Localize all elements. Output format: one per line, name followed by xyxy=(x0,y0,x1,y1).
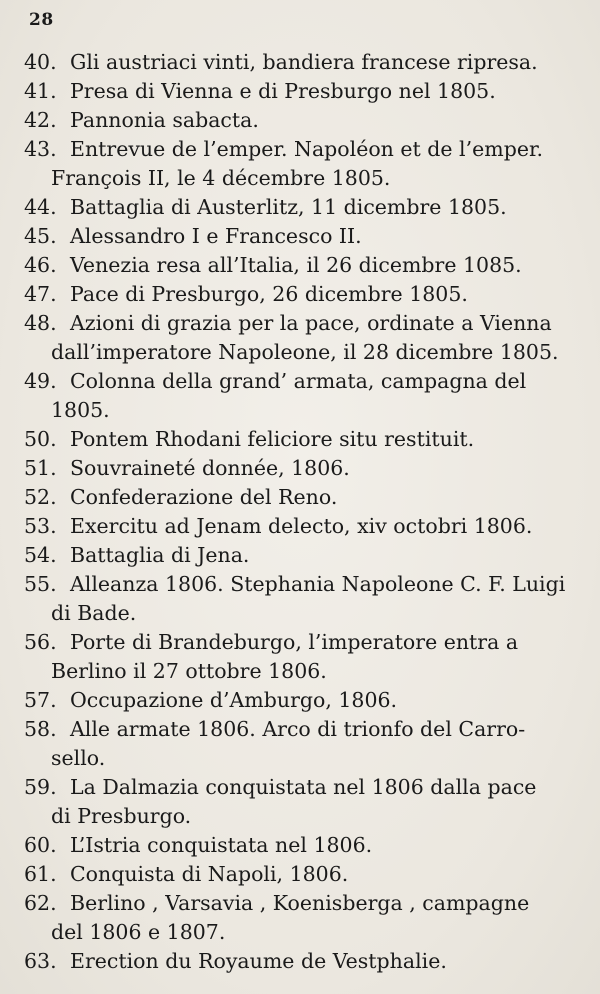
entry-text: Pontem Rhodani feliciore situ restituit. xyxy=(70,427,475,451)
entry-text: Battaglia di Jena. xyxy=(70,543,250,567)
list-item xyxy=(0,628,600,686)
entry-text: Venezia resa all’Italia, il 26 dicembre 1085. xyxy=(70,253,522,277)
entry-number: 46. xyxy=(24,253,57,277)
list-item xyxy=(0,512,600,541)
entry-first-line xyxy=(0,222,600,251)
entry-text: Battaglia di Austerlitz, 11 dicembre 1805. xyxy=(70,195,507,219)
entry-text: Presa di Vienna e di Presburgo nel 1805. xyxy=(70,79,496,103)
entry-text: Alleanza 1806. Stephania Napoleone C. F. Luigi xyxy=(70,572,566,596)
entry-text: Pannonia sabacta. xyxy=(70,108,259,132)
list-item xyxy=(0,889,600,947)
entry-number: 48. xyxy=(24,311,57,335)
list-item xyxy=(0,570,600,628)
entry-first-line xyxy=(0,280,600,309)
list-item xyxy=(0,541,600,570)
entry-number: 53. xyxy=(24,514,57,538)
entry-text: Occupazione d’Amburgo, 1806. xyxy=(70,688,398,712)
entry-first-line xyxy=(0,251,600,280)
entry-continuation-line xyxy=(0,744,600,773)
entry-number: 62. xyxy=(24,891,57,915)
entry-first-line xyxy=(0,106,600,135)
entry-text: Exercitu ad Jenam delecto, xiv octobri 1806. xyxy=(70,514,533,538)
entry-text: Berlino , Varsavia , Koenisberga , campagne xyxy=(70,891,530,915)
entry-number: 49. xyxy=(24,369,57,393)
entry-number: 54. xyxy=(24,543,57,567)
list-item xyxy=(0,135,600,193)
entry-text: 1805. xyxy=(51,398,110,422)
list-item xyxy=(0,773,600,831)
entry-text: L’Istria conquistata nel 1806. xyxy=(70,833,373,857)
list-item xyxy=(0,106,600,135)
entry-number: 63. xyxy=(24,949,57,973)
list-item xyxy=(0,454,600,483)
list-item xyxy=(0,193,600,222)
entry-first-line xyxy=(0,773,600,802)
entry-first-line xyxy=(0,454,600,483)
entry-text: Alessandro I e Francesco II. xyxy=(70,224,362,248)
entry-number: 57. xyxy=(24,688,57,712)
list-item xyxy=(0,48,600,77)
entry-number: 55. xyxy=(24,572,57,596)
entry-number: 50. xyxy=(24,427,57,451)
entry-text: Entrevue de l’emper. Napoléon et de l’emper. xyxy=(70,137,544,161)
entry-first-line xyxy=(0,628,600,657)
entry-text: Porte di Brandeburgo, l’imperatore entra a xyxy=(70,630,519,654)
entry-first-line xyxy=(0,367,600,396)
entry-continuation-line xyxy=(0,599,600,628)
list-item xyxy=(0,831,600,860)
entry-first-line xyxy=(0,947,600,976)
entry-number: 58. xyxy=(24,717,57,741)
entry-text: Erection du Royaume de Vestphalie. xyxy=(70,949,447,973)
list-item xyxy=(0,280,600,309)
entry-first-line xyxy=(0,193,600,222)
entry-first-line xyxy=(0,483,600,512)
list-item xyxy=(0,715,600,773)
list-item xyxy=(0,483,600,512)
entry-first-line xyxy=(0,512,600,541)
entry-number: 43. xyxy=(24,137,57,161)
entry-first-line xyxy=(0,889,600,918)
entry-number: 51. xyxy=(24,456,57,480)
entry-first-line xyxy=(0,77,600,106)
entry-text: sello. xyxy=(51,746,106,770)
entry-number: 61. xyxy=(24,862,57,886)
entry-text: Conquista di Napoli, 1806. xyxy=(70,862,349,886)
entry-continuation-line xyxy=(0,802,600,831)
list-item xyxy=(0,425,600,454)
entry-text: Souvraineté donnée, 1806. xyxy=(70,456,350,480)
entry-text: di Bade. xyxy=(51,601,137,625)
entry-number: 60. xyxy=(24,833,57,857)
list-item xyxy=(0,77,600,106)
list-item xyxy=(0,367,600,425)
entry-continuation-line xyxy=(0,396,600,425)
entry-continuation-line xyxy=(0,338,600,367)
entry-text: Azioni di grazia per la pace, ordinate a Vienna xyxy=(70,311,552,335)
entry-number: 40. xyxy=(24,50,57,74)
entry-continuation-line xyxy=(0,918,600,947)
entry-text: Colonna della grand’ armata, campagna del xyxy=(70,369,527,393)
entry-first-line xyxy=(0,541,600,570)
list-item xyxy=(0,251,600,280)
entry-text: Berlino il 27 ottobre 1806. xyxy=(51,659,327,683)
entry-text: La Dalmazia conquistata nel 1806 dalla pace xyxy=(70,775,537,799)
entry-first-line xyxy=(0,570,600,599)
entry-number: 41. xyxy=(24,79,57,103)
entry-continuation-line xyxy=(0,164,600,193)
entry-text: Alle armate 1806. Arco di trionfo del Carro- xyxy=(70,717,526,741)
page-number: 28 xyxy=(29,10,54,30)
entry-text: Pace di Presburgo, 26 dicembre 1805. xyxy=(70,282,468,306)
entry-text: Gli austriaci vinti, bandiera francese ripresa. xyxy=(70,50,538,74)
entry-number: 59. xyxy=(24,775,57,799)
entry-first-line xyxy=(0,425,600,454)
list-item xyxy=(0,222,600,251)
entry-number: 52. xyxy=(24,485,57,509)
entry-number: 45. xyxy=(24,224,57,248)
entry-first-line xyxy=(0,48,600,77)
entry-text: Confederazione del Reno. xyxy=(70,485,338,509)
entry-number: 42. xyxy=(24,108,57,132)
list-item xyxy=(0,309,600,367)
entry-first-line xyxy=(0,686,600,715)
entry-first-line xyxy=(0,860,600,889)
entry-text: François II, le 4 décembre 1805. xyxy=(51,166,391,190)
list-item xyxy=(0,686,600,715)
entry-first-line xyxy=(0,135,600,164)
entry-text: dall’imperatore Napoleone, il 28 dicembre 1805. xyxy=(51,340,559,364)
entry-first-line xyxy=(0,309,600,338)
list-item xyxy=(0,860,600,889)
entry-number: 56. xyxy=(24,630,57,654)
entry-number: 44. xyxy=(24,195,57,219)
entry-continuation-line xyxy=(0,657,600,686)
list-item xyxy=(0,947,600,976)
entry-first-line xyxy=(0,831,600,860)
entry-list xyxy=(0,48,600,976)
entry-text: del 1806 e 1807. xyxy=(51,920,226,944)
entry-first-line xyxy=(0,715,600,744)
entry-number: 47. xyxy=(24,282,57,306)
entry-text: di Presburgo. xyxy=(51,804,192,828)
